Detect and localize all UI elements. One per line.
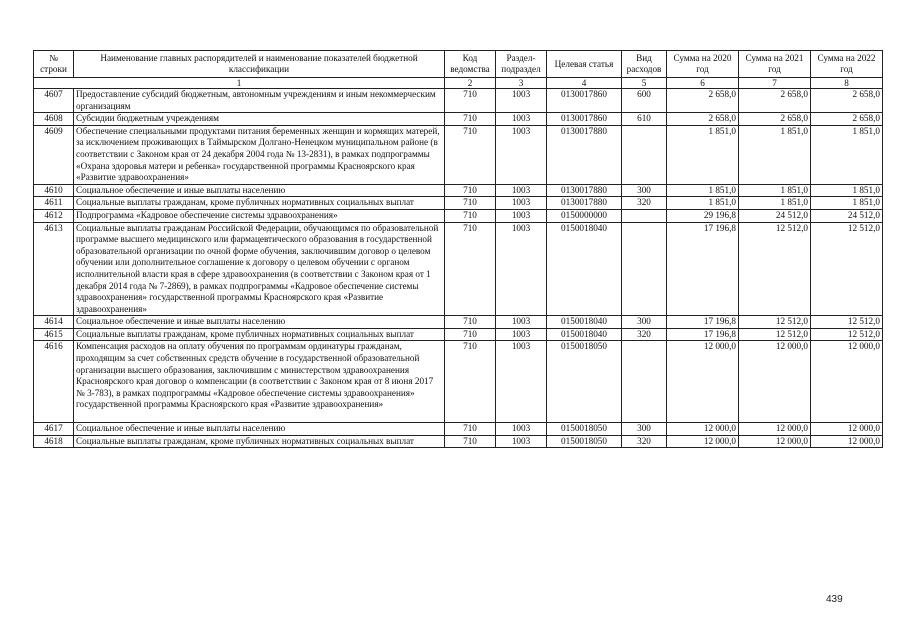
row-sum-2020: 2 658,0 [667,89,739,113]
column-number: 2 [445,78,496,89]
row-sum-2021: 2 658,0 [739,89,811,113]
column-number: 8 [811,78,883,89]
row-sum-2021: 12 000,0 [739,423,811,436]
row-name: Социальное обеспечение и иные выплаты населению [74,423,445,436]
row-dept-code: 710 [445,222,496,316]
row-sum-2022: 12 512,0 [811,316,883,329]
row-sum-2022: 24 512,0 [811,209,883,222]
row-target-article: 0130017880 [547,197,622,210]
row-name: Социальные выплаты гражданам, кроме публичных нормативных социальных выплат [74,197,445,210]
row-sum-2020: 12 000,0 [667,435,739,448]
row-name: Социальные выплаты гражданам, кроме публичных нормативных социальных выплат [74,328,445,341]
table-row [34,316,883,329]
row-expense-kind: 610 [622,113,667,126]
row-number: 4615 [34,328,74,341]
row-number: 4613 [34,222,74,316]
header-dept-code: Код ведомства [445,51,496,78]
row-number: 4618 [34,435,74,448]
column-number: 3 [496,78,547,89]
page-number: 439 [826,594,843,605]
row-dept-code: 710 [445,423,496,436]
row-sum-2021: 1 851,0 [739,197,811,210]
column-number: 6 [667,78,739,89]
row-name: Социальные выплаты гражданам Российской Федерации, обучающимся по образовательной программе высшего медицинского или фармацевтического образования в государственной образовательной организации по очной форме обучения, заключившим договор о целевом обучении или дополнительное соглашение к договору о целевом обучении с органом исполнительной власти края в сфере здравоохранения (в соответствии с Законом края от 1 декабря 2014 года № 7-2869), в рамках подпрограммы «Кадровое обеспечение системы здравоохранения» государственной программы Красноярского края «Развитие здравоохранения» [74,222,445,316]
row-expense-kind [622,125,667,184]
row-dept-code: 710 [445,341,496,423]
row-dept-code: 710 [445,89,496,113]
row-sum-2022: 1 851,0 [811,184,883,197]
row-section: 1003 [496,423,547,436]
row-expense-kind [622,341,667,423]
row-sum-2022: 2 658,0 [811,89,883,113]
row-sum-2021: 12 000,0 [739,341,811,423]
row-dept-code: 710 [445,435,496,448]
table-row [34,328,883,341]
row-sum-2021: 1 851,0 [739,184,811,197]
header-sum-2021: Сумма на 2021 год [739,51,811,78]
row-section: 1003 [496,197,547,210]
row-number: 4610 [34,184,74,197]
row-target-article: 0130017880 [547,184,622,197]
row-sum-2022: 1 851,0 [811,197,883,210]
row-sum-2022: 12 512,0 [811,328,883,341]
table-row [34,197,883,210]
table-header [34,51,883,89]
header-section: Раздел-подраздел [496,51,547,78]
row-target-article: 0150018040 [547,328,622,341]
row-dept-code: 710 [445,184,496,197]
row-target-article: 0150000000 [547,209,622,222]
table-row [34,113,883,126]
row-name: Социальные выплаты гражданам, кроме публичных нормативных социальных выплат [74,435,445,448]
row-sum-2021: 1 851,0 [739,125,811,184]
table-row [34,435,883,448]
header-expense-kind: Вид расходов [622,51,667,78]
row-dept-code: 710 [445,197,496,210]
row-expense-kind: 300 [622,423,667,436]
row-sum-2020: 1 851,0 [667,125,739,184]
row-sum-2021: 12 512,0 [739,316,811,329]
row-number: 4608 [34,113,74,126]
row-section: 1003 [496,184,547,197]
row-name: Подпрограмма «Кадровое обеспечение системы здравоохранения» [74,209,445,222]
header-row-number: № строки [34,51,74,78]
row-number: 4609 [34,125,74,184]
row-expense-kind: 320 [622,435,667,448]
row-dept-code: 710 [445,316,496,329]
row-section: 1003 [496,125,547,184]
row-target-article: 0150018050 [547,423,622,436]
table-body [34,89,883,448]
row-sum-2021: 12 512,0 [739,222,811,316]
row-number: 4612 [34,209,74,222]
row-sum-2020: 17 196,8 [667,316,739,329]
row-target-article: 0150018050 [547,341,622,423]
column-numbers-row [34,78,883,89]
row-section: 1003 [496,341,547,423]
row-sum-2021: 2 658,0 [739,113,811,126]
row-expense-kind: 300 [622,316,667,329]
row-section: 1003 [496,435,547,448]
row-name: Субсидии бюджетным учреждениям [74,113,445,126]
table-row [34,222,883,316]
row-target-article: 0150018050 [547,435,622,448]
row-number: 4616 [34,341,74,423]
row-number: 4607 [34,89,74,113]
column-number: 4 [547,78,622,89]
header-name: Наименование главных распорядителей и наименование показателей бюджетной классификации [74,51,445,78]
row-section: 1003 [496,316,547,329]
row-sum-2020: 17 196,8 [667,328,739,341]
row-sum-2022: 1 851,0 [811,125,883,184]
row-name: Обеспечение специальными продуктами питания беременных женщин и кормящих матерей, за исключением проживающих в Таймырском Долгано-Ненецком муниципальном районе (в соответствии с Законом края от 24 декабря 2004 года № 13-2831), в рамках подпрограммы «Охрана здоровья матери и ребенка» государственной программы Красноярского края «Развитие здравоохранения» [74,125,445,184]
row-target-article: 0150018040 [547,222,622,316]
row-sum-2021: 24 512,0 [739,209,811,222]
row-section: 1003 [496,222,547,316]
row-target-article: 0130017860 [547,113,622,126]
column-number: 5 [622,78,667,89]
row-sum-2020: 12 000,0 [667,423,739,436]
table-row [34,89,883,113]
row-sum-2020: 1 851,0 [667,197,739,210]
row-expense-kind: 320 [622,197,667,210]
header-row [34,51,883,78]
row-sum-2020: 12 000,0 [667,341,739,423]
row-expense-kind [622,209,667,222]
row-name: Компенсация расходов на оплату обучения по программам ординатуры гражданам, проходящим за счет собственных средств обучение в государственной образовательной организации высшего образования, заключившим с министерством здравоохранения Красноярского края договор о компенсации (в соответствии с Законом края от 8 июня 2017 № 3-783), в рамках подпрограммы «Кадровое обеспечение системы здравоохранения» государственной программы Красноярского края «Развитие здравоохранения» [74,341,445,423]
row-sum-2021: 12 000,0 [739,435,811,448]
row-expense-kind: 300 [622,184,667,197]
header-sum-2020: Сумма на 2020 год [667,51,739,78]
row-dept-code: 710 [445,328,496,341]
header-target-article: Целевая статья [547,51,622,78]
table-row [34,184,883,197]
table-row [34,423,883,436]
column-number: 1 [34,78,445,89]
row-section: 1003 [496,113,547,126]
row-expense-kind [622,222,667,316]
row-sum-2022: 12 000,0 [811,423,883,436]
row-name: Предоставление субсидий бюджетным, автономным учреждениям и иным некоммерческим организациям [74,89,445,113]
row-target-article: 0150018040 [547,316,622,329]
row-target-article: 0130017860 [547,89,622,113]
header-sum-2022: Сумма на 2022 год [811,51,883,78]
row-sum-2022: 12 512,0 [811,222,883,316]
row-sum-2020: 29 196,8 [667,209,739,222]
row-expense-kind: 600 [622,89,667,113]
row-section: 1003 [496,209,547,222]
row-sum-2022: 2 658,0 [811,113,883,126]
row-sum-2020: 1 851,0 [667,184,739,197]
row-sum-2021: 12 512,0 [739,328,811,341]
row-number: 4611 [34,197,74,210]
row-dept-code: 710 [445,209,496,222]
table-row [34,341,883,423]
row-number: 4617 [34,423,74,436]
budget-table [33,50,883,448]
table-row [34,209,883,222]
row-name: Социальное обеспечение и иные выплаты населению [74,184,445,197]
row-section: 1003 [496,328,547,341]
row-number: 4614 [34,316,74,329]
row-expense-kind: 320 [622,328,667,341]
column-number: 7 [739,78,811,89]
row-section: 1003 [496,89,547,113]
row-sum-2020: 17 196,8 [667,222,739,316]
row-sum-2022: 12 000,0 [811,341,883,423]
row-name: Социальное обеспечение и иные выплаты населению [74,316,445,329]
row-dept-code: 710 [445,113,496,126]
row-sum-2022: 12 000,0 [811,435,883,448]
row-sum-2020: 2 658,0 [667,113,739,126]
row-dept-code: 710 [445,125,496,184]
row-target-article: 0130017880 [547,125,622,184]
table-row [34,125,883,184]
